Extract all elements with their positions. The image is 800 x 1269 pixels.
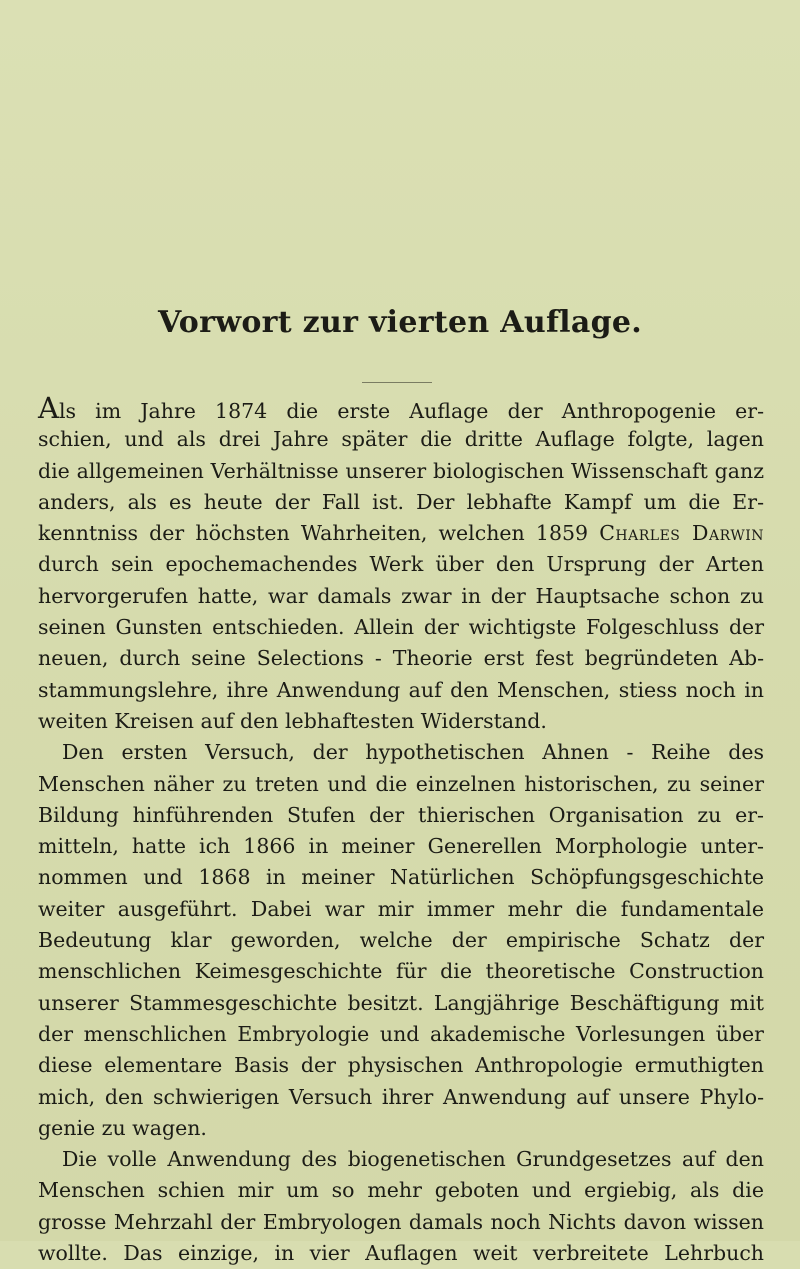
text-line-content: ls im Jahre 1874 die erste Auflage der Anthropogenie er- xyxy=(58,399,764,423)
text-line: hervorgerufen hatte, war damals zwar in der Hauptsache schon zu xyxy=(38,583,764,608)
body-text xyxy=(38,393,764,1269)
text-line: mich, den schwierigen Versuch ihrer Anwendung auf unsere Phylo- xyxy=(38,1084,764,1109)
text-line: Menschen näher zu treten und die einzelnen historischen, zu seiner xyxy=(38,771,764,796)
text-line: weiten Kreisen auf den lebhaftesten Widerstand. xyxy=(38,708,547,733)
text-line: neuen, durch seine Selections - Theorie erst fest begründeten Ab- xyxy=(38,646,764,671)
text-line: Die volle Anwendung des biogenetischen Grundgesetzes auf den xyxy=(62,1147,764,1172)
text-line: stammungslehre, ihre Anwendung auf den Menschen, stiess noch in xyxy=(38,677,764,702)
text-line: durch sein epochemachendes Werk über den Ursprung der Arten xyxy=(38,552,764,577)
text-line: nommen und 1868 in meiner Natürlichen Schöpfungsgeschichte xyxy=(38,865,764,890)
text-line: Den ersten Versuch, der hypothetischen Ahnen - Reihe des xyxy=(62,740,764,765)
author-name: Charles Darwin xyxy=(599,521,764,546)
text-line: grosse Mehrzahl der Embryologen damals noch Nichts davon wissen xyxy=(38,1209,764,1234)
text-line: anders, als es heute der Fall ist. Der lebhafte Kampf um die Er- xyxy=(38,489,764,514)
text-line: genie zu wagen. xyxy=(38,1115,207,1140)
text-line: menschlichen Keimesgeschichte für die theoretische Construction xyxy=(38,959,764,984)
text-line-content: kenntniss der höchsten Wahrheiten, welchen 1859 xyxy=(38,521,589,546)
initial-letter: A xyxy=(38,391,59,425)
text-line: weiter ausgeführt. Dabei war mir immer mehr die fundamentale xyxy=(38,896,764,921)
text-line: der menschlichen Embryologie und akademische Vorlesungen über xyxy=(38,1021,764,1046)
text-line: wollte. Das einzige, in vier Auflagen weit verbreitete Lehrbuch xyxy=(38,1241,764,1266)
text-line: die allgemeinen Verhältnisse unserer biologischen Wissenschaft ganz xyxy=(38,458,764,483)
text-line: unserer Stammesgeschichte besitzt. Langjährige Beschäftigung mit xyxy=(38,990,764,1015)
text-line: Bedeutung klar geworden, welche der empirische Schatz der xyxy=(38,928,764,953)
text-line: diese elementare Basis der physischen Anthropologie ermuthigten xyxy=(38,1053,764,1078)
text-line: mitteln, hatte ich 1866 in meiner Generellen Morphologie unter- xyxy=(38,834,764,859)
title-divider xyxy=(362,382,432,383)
text-line: Bildung hinführenden Stufen der thierischen Organisation zu er- xyxy=(38,802,764,827)
text-line xyxy=(38,518,764,549)
text-line: seinen Gunsten entschieden. Allein der wichtigste Folgeschluss der xyxy=(38,615,764,640)
page-title: Vorwort zur vierten Auflage. xyxy=(157,305,643,340)
text-line: Menschen schien mir um so mehr geboten und ergiebig, als die xyxy=(38,1178,764,1203)
text-line xyxy=(38,393,764,424)
text-line: schien, und als drei Jahre später die dritte Auflage folgte, lagen xyxy=(38,427,764,452)
